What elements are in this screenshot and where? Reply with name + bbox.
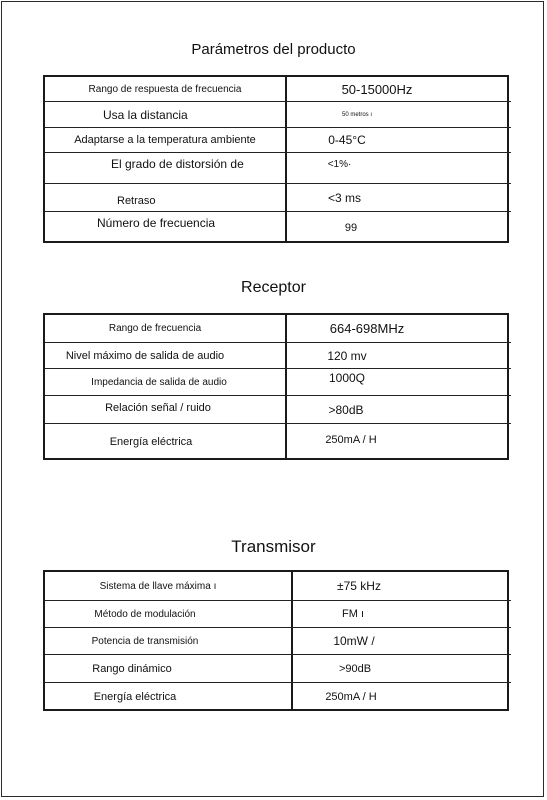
row-value: ±75 kHz	[337, 579, 381, 593]
section-title-transmisor: Transmisor	[231, 537, 316, 556]
row-value: >80dB	[328, 402, 364, 417]
table-row	[45, 683, 507, 711]
section-title-receptor: Receptor	[241, 279, 306, 296]
row-label: Número de frecuencia	[97, 215, 216, 230]
row-label: Rango de respuesta de frecuencia	[88, 83, 242, 95]
table-row	[45, 315, 507, 342]
table-row	[45, 102, 507, 127]
row-value: 10mW /	[333, 634, 375, 648]
row-value: 250mA / H	[325, 434, 377, 446]
row-label: Energía eléctrica	[109, 436, 193, 448]
table-row	[45, 628, 507, 654]
row-label: Adaptarse a la temperatura ambiente	[74, 134, 256, 146]
receptor-table	[43, 313, 509, 460]
row-value: 664-698MHz	[329, 321, 405, 336]
transmisor-table	[43, 570, 509, 711]
table-row	[45, 184, 507, 211]
row-label: Rango dinámico	[92, 662, 172, 675]
table-row	[45, 128, 507, 152]
row-label: Impedancia de salida de audio	[91, 376, 227, 388]
row-label: Método de modulación	[94, 608, 196, 620]
table-row	[45, 396, 507, 423]
row-label: Potencia de transmisión	[91, 635, 199, 647]
row-value: 50-15000Hz	[341, 81, 413, 97]
table-row	[45, 153, 507, 183]
row-value: 99	[344, 221, 358, 234]
row-label: Energía eléctrica	[93, 691, 177, 703]
row-label: Rango de frecuencia	[108, 323, 202, 334]
row-value: 120 mv	[327, 348, 367, 363]
row-value: 1000Q	[328, 371, 366, 385]
row-value: 0-45°C	[328, 133, 366, 147]
row-value: <3 ms	[327, 190, 361, 205]
table-row	[45, 572, 507, 600]
row-value: 250mA / H	[325, 691, 377, 703]
row-value: >90dB	[338, 662, 372, 675]
row-value: <1%·	[327, 158, 352, 170]
table-row	[45, 655, 507, 682]
table-row	[45, 212, 507, 243]
producto-table	[43, 75, 509, 243]
table-row	[45, 77, 507, 101]
table-row	[45, 601, 507, 627]
row-value: FM ı	[342, 608, 364, 620]
row-label: Relación señal / ruido	[105, 401, 211, 414]
row-label: Usa la distancia	[103, 107, 188, 122]
table-row	[45, 424, 507, 460]
row-label: El grado de distorsión de	[111, 157, 244, 171]
table-row	[45, 343, 507, 368]
row-label: Nivel máximo de salida de audio	[65, 349, 225, 362]
section-title-producto: Parámetros del producto	[191, 41, 356, 58]
row-value: 50 metros ı	[341, 111, 372, 118]
row-label: Sistema de llave máxima ı	[99, 580, 217, 592]
row-label: Retraso	[117, 194, 156, 207]
